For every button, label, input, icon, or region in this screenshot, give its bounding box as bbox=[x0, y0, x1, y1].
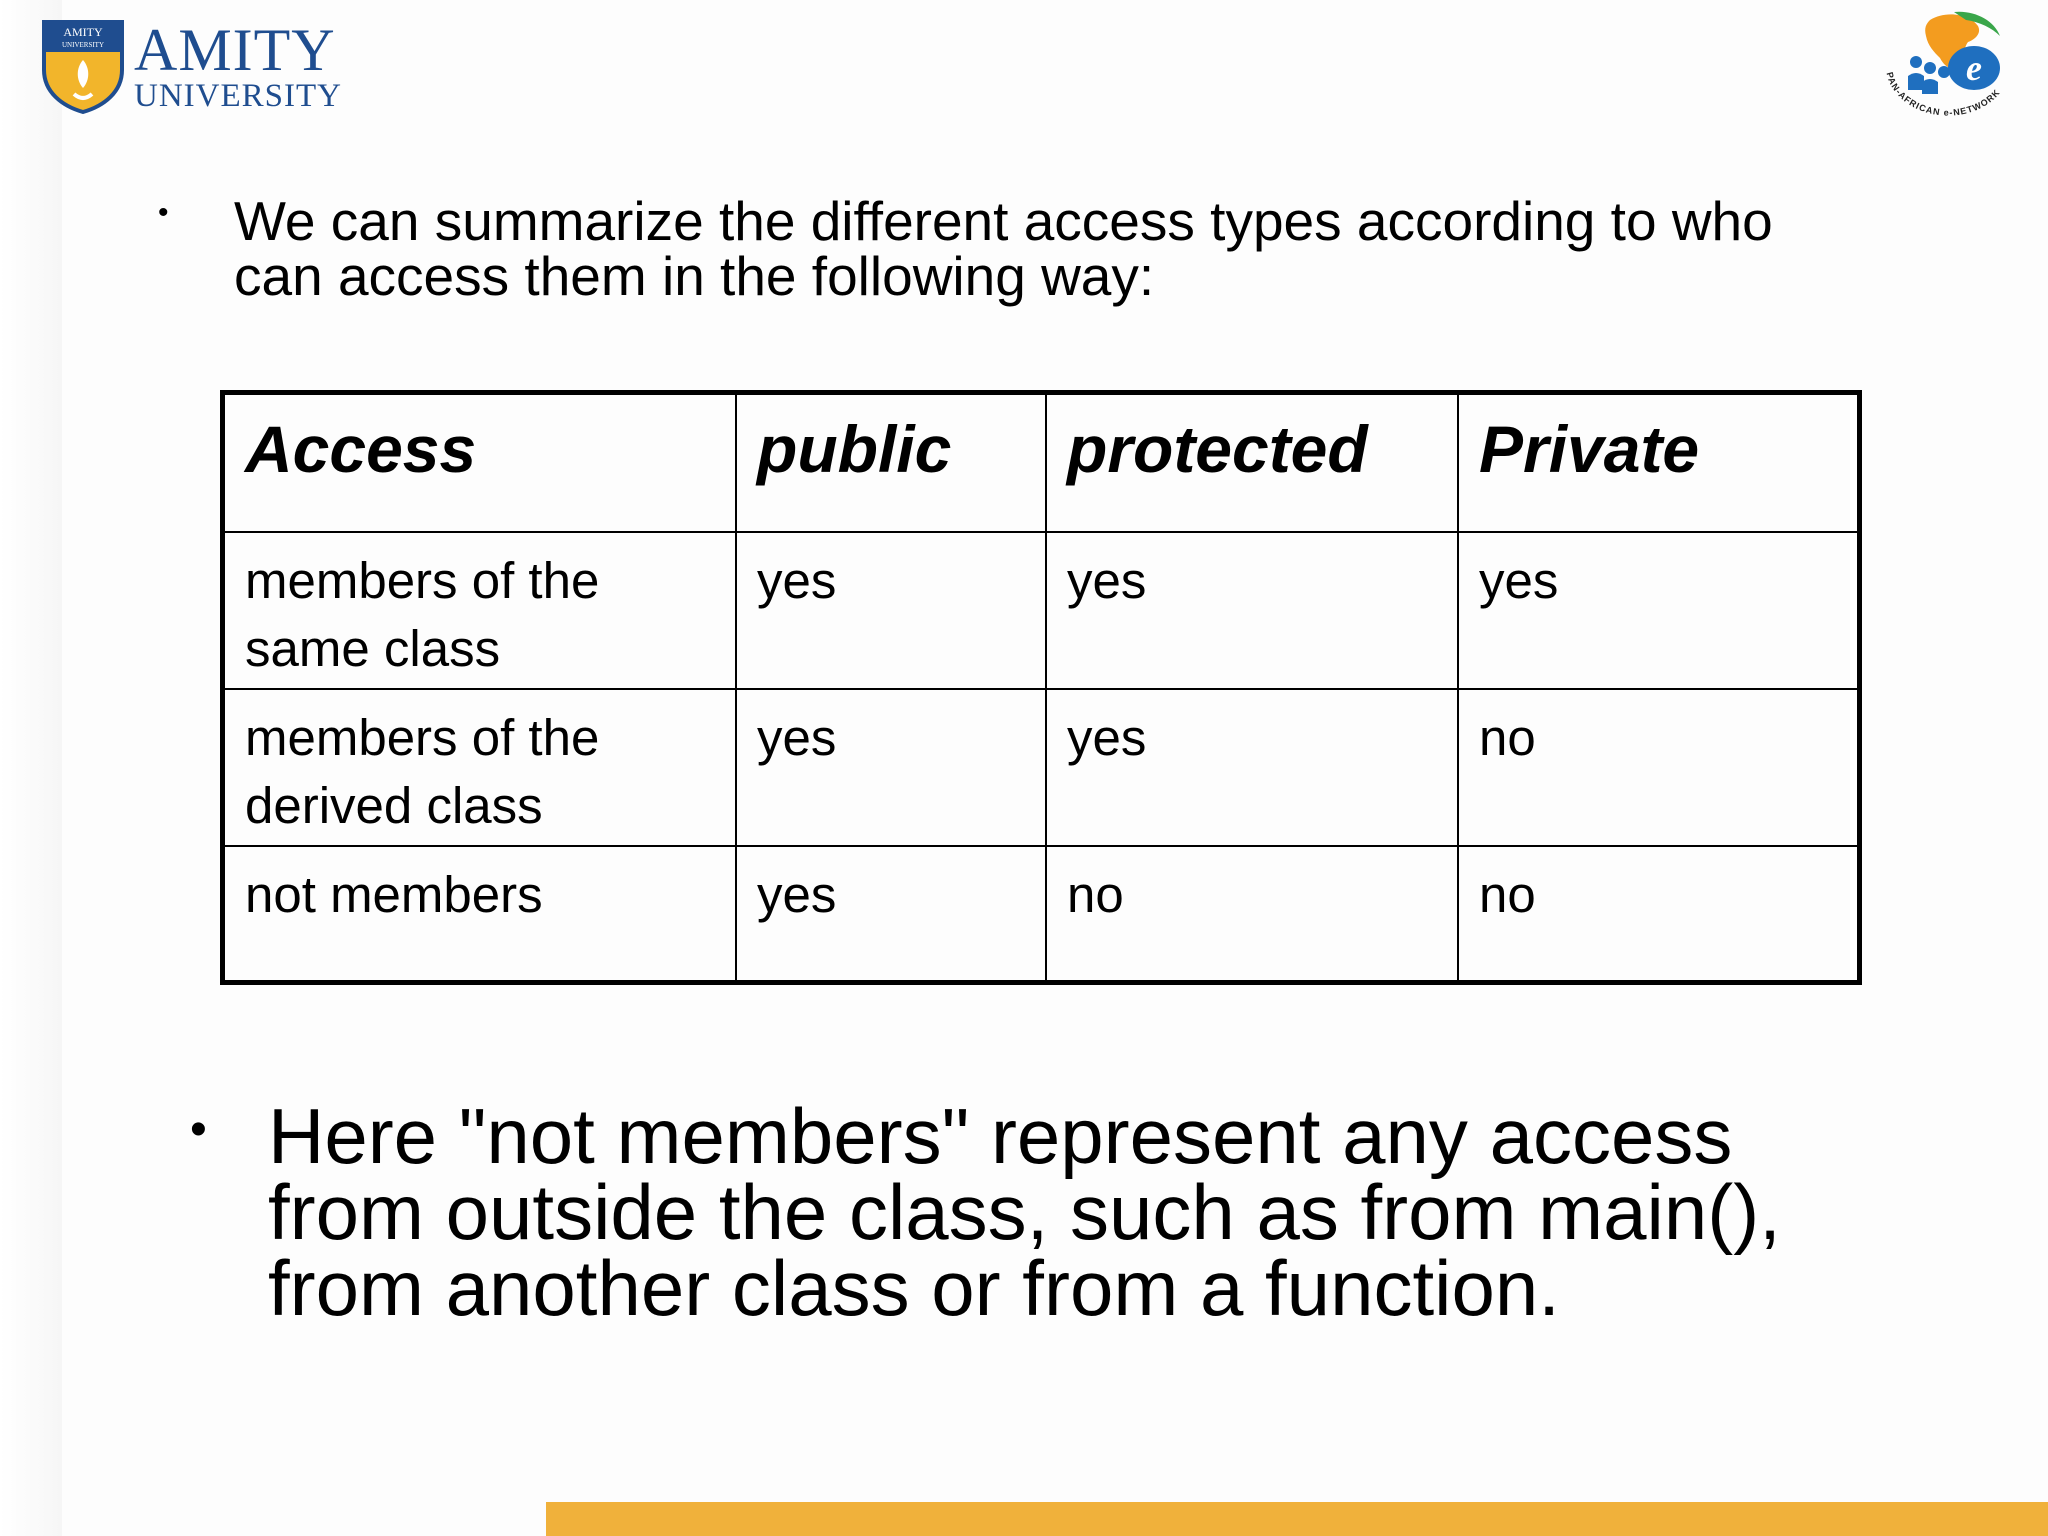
table-cell: not members bbox=[223, 846, 737, 982]
footer-accent-bar bbox=[546, 1502, 2048, 1536]
bullet-marker-second: • bbox=[190, 1103, 207, 1156]
bullet-text-second: Here "not members" represent any access from outside the class, such as from main(), from another class or from a function. bbox=[268, 1092, 1781, 1332]
svg-text:UNIVERSITY: UNIVERSITY bbox=[62, 41, 104, 49]
table-row bbox=[223, 689, 1860, 846]
table-cell: no bbox=[1458, 689, 1860, 846]
pan-logo-ring-text: PAN-AFRICAN e-NETWORK bbox=[1884, 70, 2003, 118]
access-types-table bbox=[220, 390, 1862, 985]
pan-logo-letter: e bbox=[1966, 48, 1982, 88]
table-cell: no bbox=[1046, 846, 1458, 982]
table-row bbox=[223, 846, 1860, 982]
slide-left-shade bbox=[0, 0, 62, 1536]
table-cell: members of the derived class bbox=[223, 689, 737, 846]
table-cell: yes bbox=[736, 689, 1046, 846]
table-cell: members of the same class bbox=[223, 532, 737, 689]
pan-african-e-network-logo bbox=[1870, 6, 2020, 118]
amity-university-logo bbox=[40, 18, 360, 118]
table-cell: yes bbox=[1046, 532, 1458, 689]
amity-shield-icon bbox=[40, 18, 126, 114]
svg-text:AMITY: AMITY bbox=[63, 25, 103, 39]
bullet-marker-first: • bbox=[158, 196, 169, 229]
table-cell: no bbox=[1458, 846, 1860, 982]
table-cell: yes bbox=[736, 532, 1046, 689]
amity-subtitle: UNIVERSITY bbox=[134, 78, 342, 114]
table-cell: yes bbox=[736, 846, 1046, 982]
table-cell: yes bbox=[1458, 532, 1860, 689]
table-header-row bbox=[223, 393, 1860, 533]
table-row bbox=[223, 532, 1860, 689]
table-header-access: Access bbox=[223, 393, 737, 533]
table-cell: yes bbox=[1046, 689, 1458, 846]
amity-name: AMITY bbox=[134, 17, 336, 83]
bullet-text-first: We can summarize the different access types according to who can access them in the following way: bbox=[234, 190, 1773, 307]
table-header-public: public bbox=[736, 393, 1046, 533]
table-header-protected: protected bbox=[1046, 393, 1458, 533]
table-header-private: Private bbox=[1458, 393, 1860, 533]
